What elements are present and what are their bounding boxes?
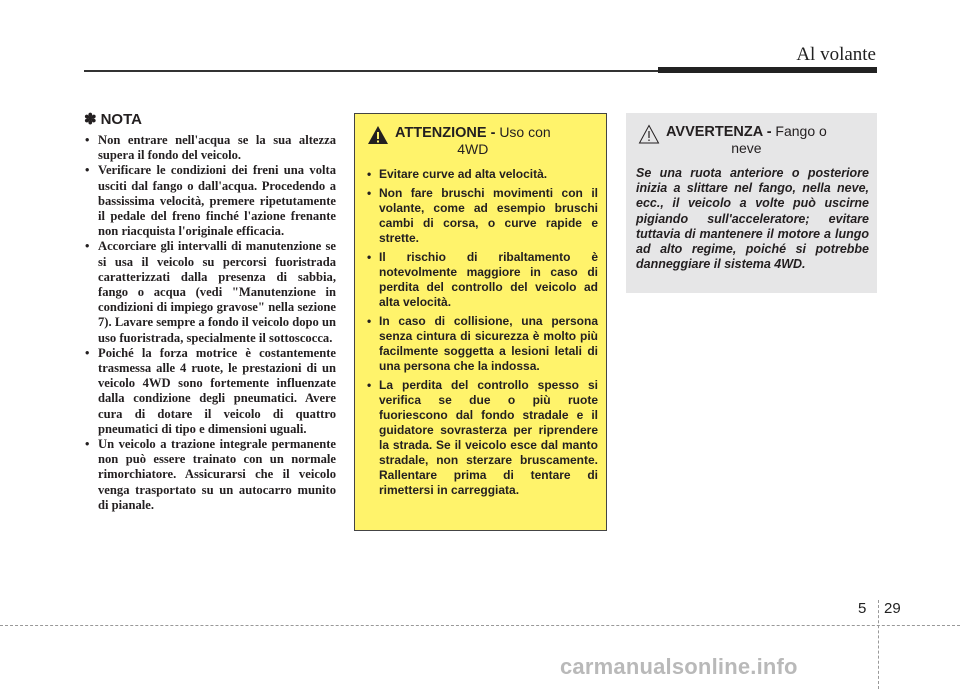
attenzione-subtitle-2: 4WD xyxy=(457,141,489,157)
attenzione-title: ATTENZIONE - xyxy=(395,125,496,141)
page-header-title: Al volante xyxy=(796,44,876,65)
avvertenza-subtitle: Fango o xyxy=(775,123,827,139)
list-item: • Il rischio di ribaltamento è notevolmente maggiore in caso di perdita del controllo del veicolo ad alta velocità. xyxy=(365,250,598,310)
footer-rule xyxy=(0,625,960,627)
nota-list xyxy=(84,133,336,513)
avvertenza-heading xyxy=(636,123,869,156)
list-item: • Verificare le condizioni dei freni una volta usciti dal fango o dall'acqua. Procedendo a bassissima velocità, premere ripetutamente il pedale del freno finché l'azione frenante non riacquista l'originale efficacia. xyxy=(84,163,336,239)
attenzione-box xyxy=(354,113,607,531)
page-number: 29 xyxy=(884,600,901,617)
attenzione-list xyxy=(365,167,598,498)
list-item: • Non entrare nell'acqua se la sua altezza supera il fondo del veicolo. xyxy=(84,133,336,163)
list-item: • La perdita del controllo spesso si verifica se due o più ruote fuoriescono dal fondo stradale e il guidatore sovrasterza per riprendere la strada. Se il veicolo esce dal manto stradale, non sterzare bruscamente. Rallentare prima di tentare di rimettersi in carreggiata. xyxy=(365,378,598,498)
watermark: carmanualsonline.info xyxy=(560,654,798,679)
list-item: • Non fare bruschi movimenti con il volante, come ad esempio bruschi cambi di corsa, o curve rapide e strette. xyxy=(365,186,598,246)
caution-triangle-icon xyxy=(638,124,660,144)
attenzione-heading xyxy=(365,124,598,157)
star-icon: ✽ xyxy=(84,111,97,128)
avvertenza-box xyxy=(626,113,877,293)
avvertenza-subtitle-2: neve xyxy=(731,140,762,156)
warning-triangle-icon xyxy=(367,125,389,145)
nota-section xyxy=(84,110,336,513)
list-item: • Poiché la forza motrice è costantemente trasmessa alle 4 ruote, le prestazioni di un veicolo 4WD sono fortemente influenzate dalla condizione degli pneumatici. Avere cura di dotare il veicolo di quattro pneumatici di tipo e dimensioni uguali. xyxy=(84,346,336,437)
nota-title: NOTA xyxy=(100,110,142,128)
list-item: • Accorciare gli intervalli di manutenzione se si usa il veicolo su percorsi fuoristrada caratterizzati dalla presenza di sabbia, fango o acqua (vedi "Manutenzione in condizioni di impiego gravose" nella sezione 7). Lavare sempre a fondo il veicolo dopo un uso fuoristrada, specialmente il sottoscocca. xyxy=(84,239,336,345)
avvertenza-title: AVVERTENZA - xyxy=(666,124,772,140)
list-item: • Un veicolo a trazione integrale permanente non può essere trainato con un normale rimorchiatore. Assicurarsi che il veicolo venga trasportato su un autocarro munito di pianale. xyxy=(84,437,336,513)
footer-divider xyxy=(878,600,880,689)
avvertenza-text: Se una ruota anteriore o posteriore inizia a slittare nel fango, nella neve, ecc., il veicolo a volte può uscirne pigiando sull'acceleratore; evitare tuttavia di mantenere il motore a lungo ad alto regime, poiché si potrebbe danneggiare il sistema 4WD. xyxy=(636,166,869,272)
attenzione-subtitle: Uso con xyxy=(499,124,551,140)
nota-heading xyxy=(84,110,336,128)
list-item: • Evitare curve ad alta velocità. xyxy=(365,167,598,182)
list-item: • In caso di collisione, una persona senza cintura di sicurezza è molto più facilmente soggetta a lesioni letali di una persona che la indossa. xyxy=(365,314,598,374)
header-rule-accent xyxy=(658,67,877,73)
chapter-number: 5 xyxy=(858,600,867,617)
